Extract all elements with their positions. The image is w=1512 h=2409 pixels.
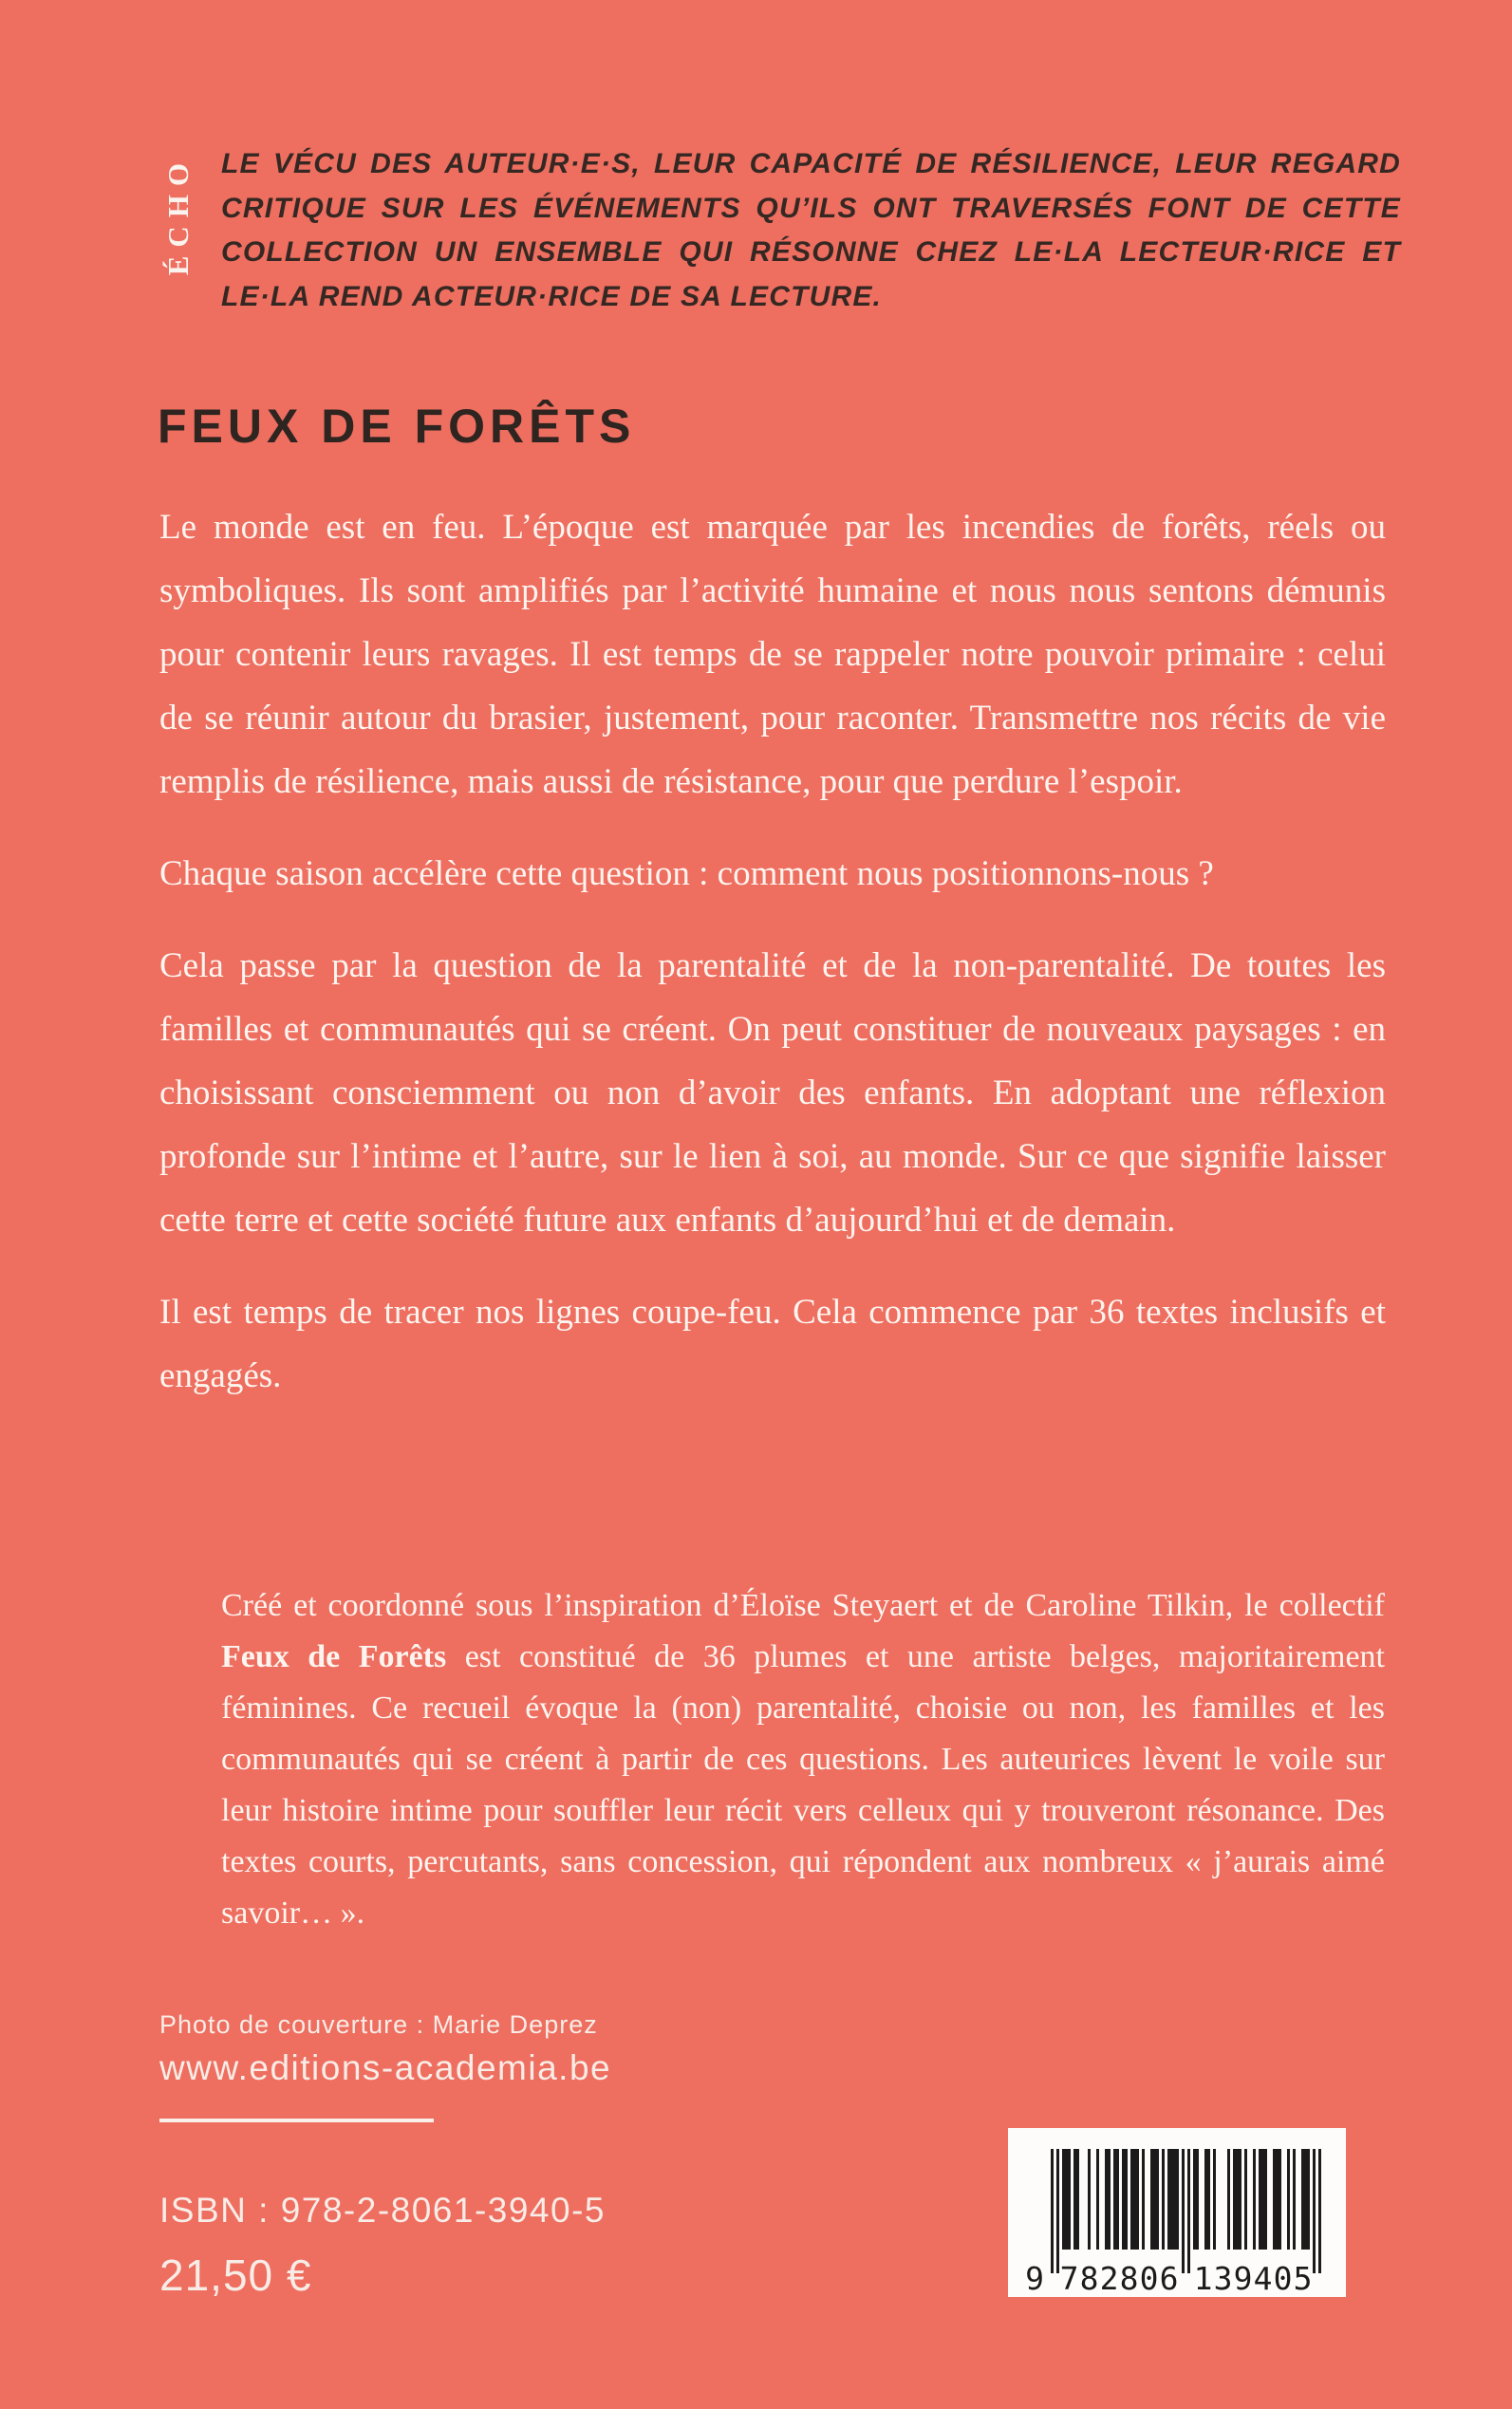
svg-text:4: 4 [1253,2260,1273,2297]
svg-text:7: 7 [1059,2260,1079,2297]
svg-text:9: 9 [1233,2260,1253,2297]
about-collective [221,1580,1385,1939]
book-title: FEUX DE FORÊTS [158,400,636,453]
synopsis-paragraph-1: Le monde est en feu. L’époque est marquée par les incendies de forêts, réels ou symboliques. Ils sont amplifiés par l’activité humaine et nous nous sentons démunis pour contenir leurs ravages. Il est temps de se rappeler notre pouvoir primaire : celui de se réunir autour du brasier, justement, pour raconter. Transmettre nos récits de vie remplis de résilience, mais aussi de résistance, pour que perdure l’espoir. [159,508,1386,801]
photo-credit: Photo de couverture : Marie Deprez [159,2010,598,2039]
svg-text:5: 5 [1293,2260,1313,2297]
synopsis-paragraph-3: Cela passe par la question de la parentalité et de la non-parentalité. De toutes les familles et communautés qui se créent. On peut constituer de nouveaux paysages : en choisissant consciemment ou non d’avoir des enfants. En adoptant une réflexion profonde sur l’intime et l’autre, sur le lien à soi, au monde. Sur ce que signifie laisser cette terre et cette société future aux enfants d’aujourd’hui et de demain. [159,946,1386,1240]
barcode [1008,2128,1346,2297]
synopsis-paragraph-4: Il est temps de tracer nos lignes coupe-feu. Cela commence par 36 textes inclusifs et engagés. [159,1293,1386,1395]
divider-rule [159,2119,434,2122]
synopsis [159,495,1386,1436]
isbn: ISBN : 978-2-8061-3940-5 [159,2191,606,2230]
price: 21,50 € [159,2250,312,2300]
barcode-bars [1008,2128,1346,2297]
svg-text:8: 8 [1079,2260,1099,2297]
svg-text:2: 2 [1099,2260,1119,2297]
svg-text:3: 3 [1213,2260,1233,2297]
publisher-website: www.editions-academia.be [159,2048,612,2087]
synopsis-paragraph-2: Chaque saison accélère cette question : comment nous positionnons-nous ? [159,854,1214,893]
about-text-pre: Créé et coordonné sous l’inspiration d’Éloïse Steyaert et de Caroline Tilkin, le collectif [221,1588,1385,1623]
svg-text:0: 0 [1139,2260,1159,2297]
svg-text:9: 9 [1025,2260,1044,2297]
svg-text:0: 0 [1273,2260,1293,2297]
svg-text:8: 8 [1119,2260,1139,2297]
svg-text:6: 6 [1159,2260,1179,2297]
collection-blurb: LE VÉCU DES AUTEUR·E·S, LEUR CAPACITÉ DE RÉSILIENCE, LEUR REGARD CRITIQUE SUR LES ÉVÉNEMENTS QU’ILS ONT TRAVERSÉS FONT DE CETTE COLLECTION UN ENSEMBLE QUI RÉSONNE CHEZ LE·LA LECTEUR·RICE ET LE·LA REND ACTEUR·RICE DE SA LECTURE. [221,148,1401,312]
collective-name: Feux de Forêts [221,1639,447,1674]
collection-label: ÉCHO [161,155,195,276]
svg-text:1: 1 [1193,2260,1213,2297]
about-text-post: est constitué de 36 plumes et une artiste belges, majoritairement féminines. Ce recueil évoque la (non) parentalité, choisie ou non, les familles et les communautés qui se créent à partir de ces questions. Les auteurices lèvent le voile sur leur histoire intime pour souffler leur récit vers celleux qui y trouveront résonance. Des textes courts, percutants, sans concession, qui répondent aux nombreux « j’aurais aimé savoir… ». [221,1639,1385,1931]
